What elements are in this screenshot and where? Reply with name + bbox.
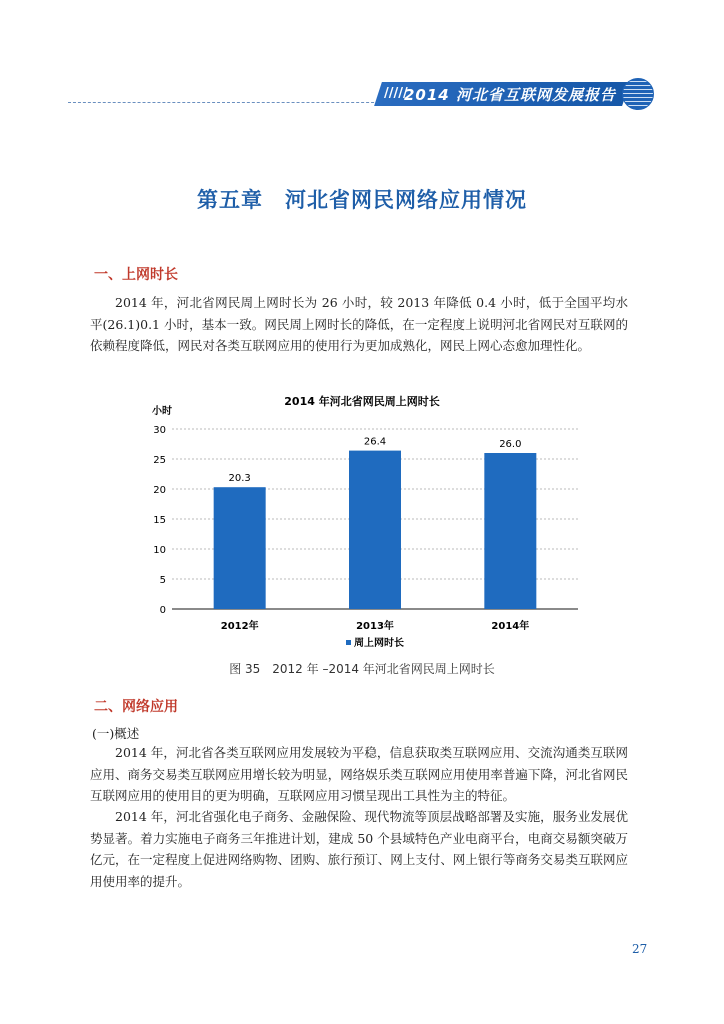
globe-icon [622, 78, 654, 110]
banner-stripes: ///// [384, 86, 408, 101]
y-tick-label: 25 [153, 455, 166, 466]
paragraph-online-time: 2014 年，河北省网民周上网时长为 26 小时，较 2013 年降低 0.4 小时，低于全国平均水平(26.1)0.1 小时，基本一致。网民周上网时长的降低，在一定程度上说明河北省网民对互联网的依赖程度降低，网民对各类互联网应用的使用行为更加成熟化，网民上网心态愈加理性化。 [90, 295, 628, 354]
figure-caption: 图 35 2012 年 –2014 年河北省网民周上网时长 [229, 662, 495, 676]
header-dashed-rule [68, 102, 384, 103]
legend-swatch [346, 640, 351, 645]
section-heading-online-time: 一、上网时长 [94, 267, 178, 283]
section-heading-network-apps: 二、网络应用 [94, 699, 178, 715]
y-tick-label: 5 [159, 575, 166, 586]
bar-value-label: 20.3 [228, 473, 251, 485]
x-tick-label: 2012年 [220, 621, 259, 632]
subheading-overview: (一)概述 [92, 726, 140, 741]
bar [214, 487, 266, 609]
legend-label: 周上网时长 [354, 638, 404, 649]
bar-value-label: 26.0 [499, 439, 522, 450]
bar [349, 451, 401, 609]
chapter-title: 第五章 河北省网民网络应用情况 [197, 187, 527, 212]
y-tick-label: 15 [153, 515, 166, 526]
y-tick-label: 0 [159, 605, 166, 616]
x-tick-label: 2014年 [491, 621, 530, 632]
bar-chart [0, 390, 724, 650]
bar [484, 453, 536, 609]
paragraph-overview-2: 2014 年，河北省强化电子商务、金融保险、现代物流等顶层战略部署及实施，服务业发展优势显著。着力实施电子商务三年推进计划，建成 50 个县域特色产业电商平台，电商交易额突破万亿元，在一定程度上促进网络购物、团购、旅行预订、网上支付、网上银行等商务交易类互联网应用使用率的提升。 [90, 809, 628, 889]
paragraph-overview-1: 2014 年，河北省各类互联网应用发展较为平稳，信息获取类互联网应用、交流沟通类互联网应用、商务交易类互联网应用增长较为明显，网络娱乐类互联网应用使用率普遍下降，河北省网民互联网应用的使用目的更为明确，互联网应用习惯呈现出工具性为主的特征。 [90, 745, 628, 804]
y-tick-label: 10 [153, 545, 166, 556]
y-tick-label: 30 [153, 425, 166, 436]
y-axis-label: 小时 [152, 406, 172, 417]
x-tick-label: 2013年 [356, 621, 394, 632]
page-number: 27 [632, 942, 648, 956]
bar-value-label: 26.4 [363, 436, 387, 448]
header-banner-title: 2014 河北省互联网发展报告 [404, 86, 616, 104]
chart-title: 2014 年河北省网民周上网时长 [284, 395, 440, 408]
y-tick-label: 20 [153, 485, 166, 496]
